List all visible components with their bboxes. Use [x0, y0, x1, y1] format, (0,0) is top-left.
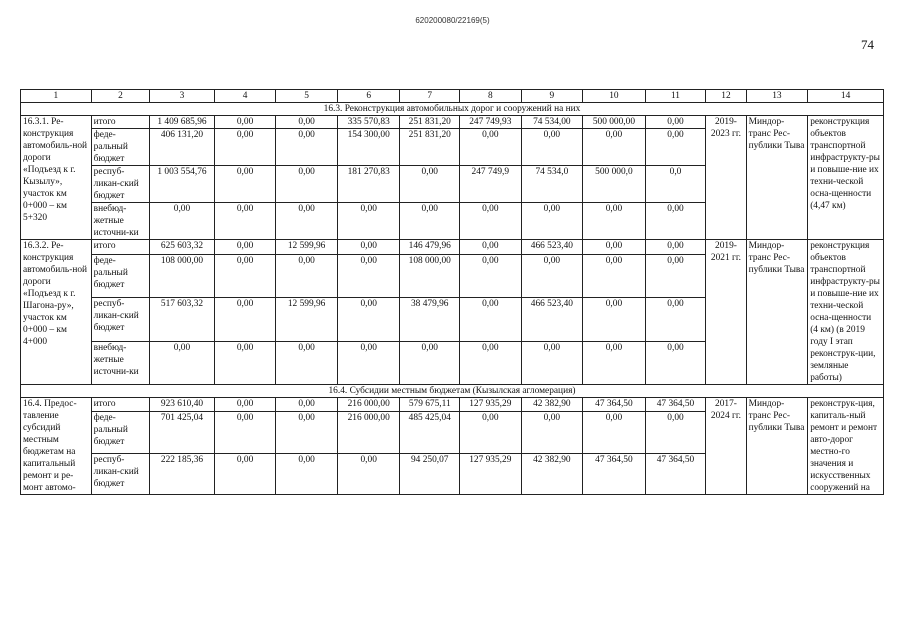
amount-cell: 517 603,32 — [150, 298, 215, 341]
amount-cell: 0,00 — [276, 203, 338, 240]
amount-cell: 466 523,40 — [521, 240, 583, 255]
amount-cell: 406 131,20 — [150, 129, 215, 166]
funding-source: итого — [91, 240, 150, 255]
amount-cell: 216 000,00 — [337, 398, 400, 412]
amount-cell: 0,00 — [214, 341, 276, 384]
amount-cell: 0,00 — [214, 240, 276, 255]
amount-cell: 1 003 554,76 — [150, 166, 215, 203]
amount-cell: 0,00 — [276, 341, 338, 384]
amount-cell: 0,00 — [400, 166, 460, 203]
amount-cell: 0,00 — [337, 453, 400, 494]
amount-cell: 146 479,96 — [400, 240, 460, 255]
amount-cell: 127 935,29 — [460, 398, 522, 412]
table-row — [21, 240, 884, 255]
section-title-row — [21, 103, 884, 116]
column-number-row — [21, 90, 884, 103]
column-number: 13 — [746, 90, 808, 103]
amount-cell: 47 364,50 — [583, 398, 646, 412]
funding-source: феде-ральный бюджет — [91, 255, 150, 298]
amount-cell: 0,00 — [645, 255, 706, 298]
amount-cell: 0,00 — [337, 341, 400, 384]
budget-table — [20, 89, 884, 495]
section-title: 16.3. Реконструкция автомобильных дорог и сооружений на них — [21, 103, 884, 116]
amount-cell: 500 000,00 — [583, 116, 646, 129]
period: 2019-2023 гг. — [706, 116, 746, 240]
amount-cell: 127 935,29 — [460, 453, 522, 494]
amount-cell: 579 675,11 — [400, 398, 460, 412]
amount-cell: 0,00 — [645, 203, 706, 240]
amount-cell: 47 364,50 — [583, 453, 646, 494]
funding-source: респуб-ликан-ский бюджет — [91, 453, 150, 494]
expected-result: реконструкция объектов транспортной инфраструкту-ры и повыше-ние их техни-ческой осна-щенности (4,47 км) — [808, 116, 884, 240]
amount-cell: 0,00 — [645, 298, 706, 341]
amount-cell: 0,00 — [460, 255, 522, 298]
amount-cell: 500 000,0 — [583, 166, 646, 203]
section-title: 16.4. Субсидии местным бюджетам (Кызылская агломерация) — [21, 385, 884, 398]
amount-cell: 0,00 — [150, 341, 215, 384]
amount-cell: 0,00 — [337, 203, 400, 240]
amount-cell: 0,00 — [583, 129, 646, 166]
amount-cell: 0,00 — [337, 240, 400, 255]
funding-source: феде-ральный бюджет — [91, 129, 150, 166]
funding-source: внебюд-жетные источни-ки — [91, 203, 150, 240]
column-number: 6 — [337, 90, 400, 103]
amount-cell: 0,00 — [214, 129, 276, 166]
amount-cell: 0,0 — [645, 166, 706, 203]
amount-cell: 94 250,07 — [400, 453, 460, 494]
column-number: 5 — [276, 90, 338, 103]
amount-cell: 485 425,04 — [400, 412, 460, 453]
amount-cell: 0,00 — [583, 240, 646, 255]
column-number: 8 — [460, 90, 522, 103]
column-number: 9 — [521, 90, 583, 103]
amount-cell: 222 185,36 — [150, 453, 215, 494]
amount-cell: 0,00 — [276, 412, 338, 453]
amount-cell: 0,00 — [400, 203, 460, 240]
amount-cell: 466 523,40 — [521, 298, 583, 341]
amount-cell: 0,00 — [214, 398, 276, 412]
amount-cell: 0,00 — [460, 240, 522, 255]
amount-cell: 47 364,50 — [645, 453, 706, 494]
amount-cell: 0,00 — [276, 129, 338, 166]
amount-cell: 247 749,93 — [460, 116, 522, 129]
column-number: 3 — [150, 90, 215, 103]
column-number: 10 — [583, 90, 646, 103]
amount-cell: 42 382,90 — [521, 398, 583, 412]
funding-source: респуб-ликан-ский бюджет — [91, 298, 150, 341]
amount-cell: 47 364,50 — [645, 398, 706, 412]
document-id: 620200080/22169(5) — [415, 16, 490, 25]
column-number: 14 — [808, 90, 884, 103]
amount-cell: 247 749,9 — [460, 166, 522, 203]
measure-name: 16.4. Предос-тавление субсидий местным бюджетам на капитальный ремонт и ре-монт автомо- — [21, 398, 92, 495]
amount-cell: 0,00 — [521, 341, 583, 384]
amount-cell: 0,00 — [645, 240, 706, 255]
executor: Миндор-транс Рес-публики Тыва — [746, 116, 808, 240]
amount-cell: 0,00 — [460, 129, 522, 166]
funding-source: внебюд-жетные источни-ки — [91, 341, 150, 384]
table-row — [21, 398, 884, 412]
amount-cell: 0,00 — [150, 203, 215, 240]
amount-cell: 251 831,20 — [400, 116, 460, 129]
amount-cell: 108 000,00 — [400, 255, 460, 298]
table-row — [21, 116, 884, 129]
funding-source: феде-ральный бюджет — [91, 412, 150, 453]
amount-cell: 0,00 — [583, 255, 646, 298]
amount-cell: 0,00 — [521, 203, 583, 240]
amount-cell: 0,00 — [521, 412, 583, 453]
amount-cell: 0,00 — [645, 129, 706, 166]
expected-result: реконструк-ция, капиталь-ный ремонт и ремонт авто-дорог местно-го значения и искусственных сооружений на — [808, 398, 884, 495]
period: 2019-2021 гг. — [706, 240, 746, 385]
column-number: 2 — [91, 90, 150, 103]
amount-cell: 0,00 — [645, 116, 706, 129]
amount-cell: 154 300,00 — [337, 129, 400, 166]
amount-cell: 0,00 — [460, 412, 522, 453]
amount-cell: 12 599,96 — [276, 298, 338, 341]
amount-cell: 0,00 — [214, 203, 276, 240]
amount-cell: 1 409 685,96 — [150, 116, 215, 129]
amount-cell: 0,00 — [400, 341, 460, 384]
amount-cell: 0,00 — [645, 412, 706, 453]
amount-cell: 0,00 — [214, 255, 276, 298]
amount-cell: 74 534,0 — [521, 166, 583, 203]
amount-cell: 0,00 — [276, 255, 338, 298]
measure-name: 16.3.2. Ре-конструкция автомобиль-ной дороги «Подъезд к г. Шагона-ру», участок км 0+000 – км 4+000 — [21, 240, 92, 385]
amount-cell: 625 603,32 — [150, 240, 215, 255]
amount-cell: 0,00 — [276, 116, 338, 129]
amount-cell: 0,00 — [460, 203, 522, 240]
amount-cell: 0,00 — [276, 453, 338, 494]
amount-cell: 0,00 — [460, 341, 522, 384]
amount-cell: 38 479,96 — [400, 298, 460, 341]
amount-cell: 12 599,96 — [276, 240, 338, 255]
amount-cell: 923 610,40 — [150, 398, 215, 412]
amount-cell: 0,00 — [214, 166, 276, 203]
amount-cell: 74 534,00 — [521, 116, 583, 129]
amount-cell: 0,00 — [460, 298, 522, 341]
expected-result: реконструкция объектов транспортной инфраструкту-ры и повыше-ние их техни-ческой осна-щенности (4 км) (в 2019 году I этап реконструк-ции, земляные работы) — [808, 240, 884, 385]
measure-name: 16.3.1. Ре-конструкция автомобиль-ной дороги «Подъезд к г. Кызылу», участок км 0+000 – км 5+320 — [21, 116, 92, 240]
amount-cell: 0,00 — [583, 298, 646, 341]
funding-source: итого — [91, 116, 150, 129]
amount-cell: 0,00 — [214, 298, 276, 341]
funding-source: итого — [91, 398, 150, 412]
amount-cell: 0,00 — [583, 341, 646, 384]
amount-cell: 0,00 — [521, 255, 583, 298]
column-number: 12 — [706, 90, 746, 103]
funding-source: респуб-ликан-ский бюджет — [91, 166, 150, 203]
amount-cell: 216 000,00 — [337, 412, 400, 453]
amount-cell: 0,00 — [214, 453, 276, 494]
amount-cell: 0,00 — [214, 116, 276, 129]
amount-cell: 0,00 — [521, 129, 583, 166]
amount-cell: 0,00 — [276, 166, 338, 203]
column-number: 1 — [21, 90, 92, 103]
amount-cell: 335 570,83 — [337, 116, 400, 129]
amount-cell: 0,00 — [337, 255, 400, 298]
executor: Миндор-транс Рес-публики Тыва — [746, 240, 808, 385]
column-number: 4 — [214, 90, 276, 103]
amount-cell: 701 425,04 — [150, 412, 215, 453]
section-title-row — [21, 385, 884, 398]
amount-cell: 0,00 — [583, 203, 646, 240]
amount-cell: 108 000,00 — [150, 255, 215, 298]
amount-cell: 0,00 — [645, 341, 706, 384]
executor: Миндор-транс Рес-публики Тыва — [746, 398, 808, 495]
amount-cell: 42 382,90 — [521, 453, 583, 494]
amount-cell: 0,00 — [214, 412, 276, 453]
amount-cell: 0,00 — [583, 412, 646, 453]
amount-cell: 0,00 — [337, 298, 400, 341]
column-number: 7 — [400, 90, 460, 103]
column-number: 11 — [645, 90, 706, 103]
period: 2017-2024 гг. — [706, 398, 746, 495]
amount-cell: 0,00 — [276, 398, 338, 412]
amount-cell: 181 270,83 — [337, 166, 400, 203]
page-number: 74 — [861, 37, 874, 52]
amount-cell: 251 831,20 — [400, 129, 460, 166]
